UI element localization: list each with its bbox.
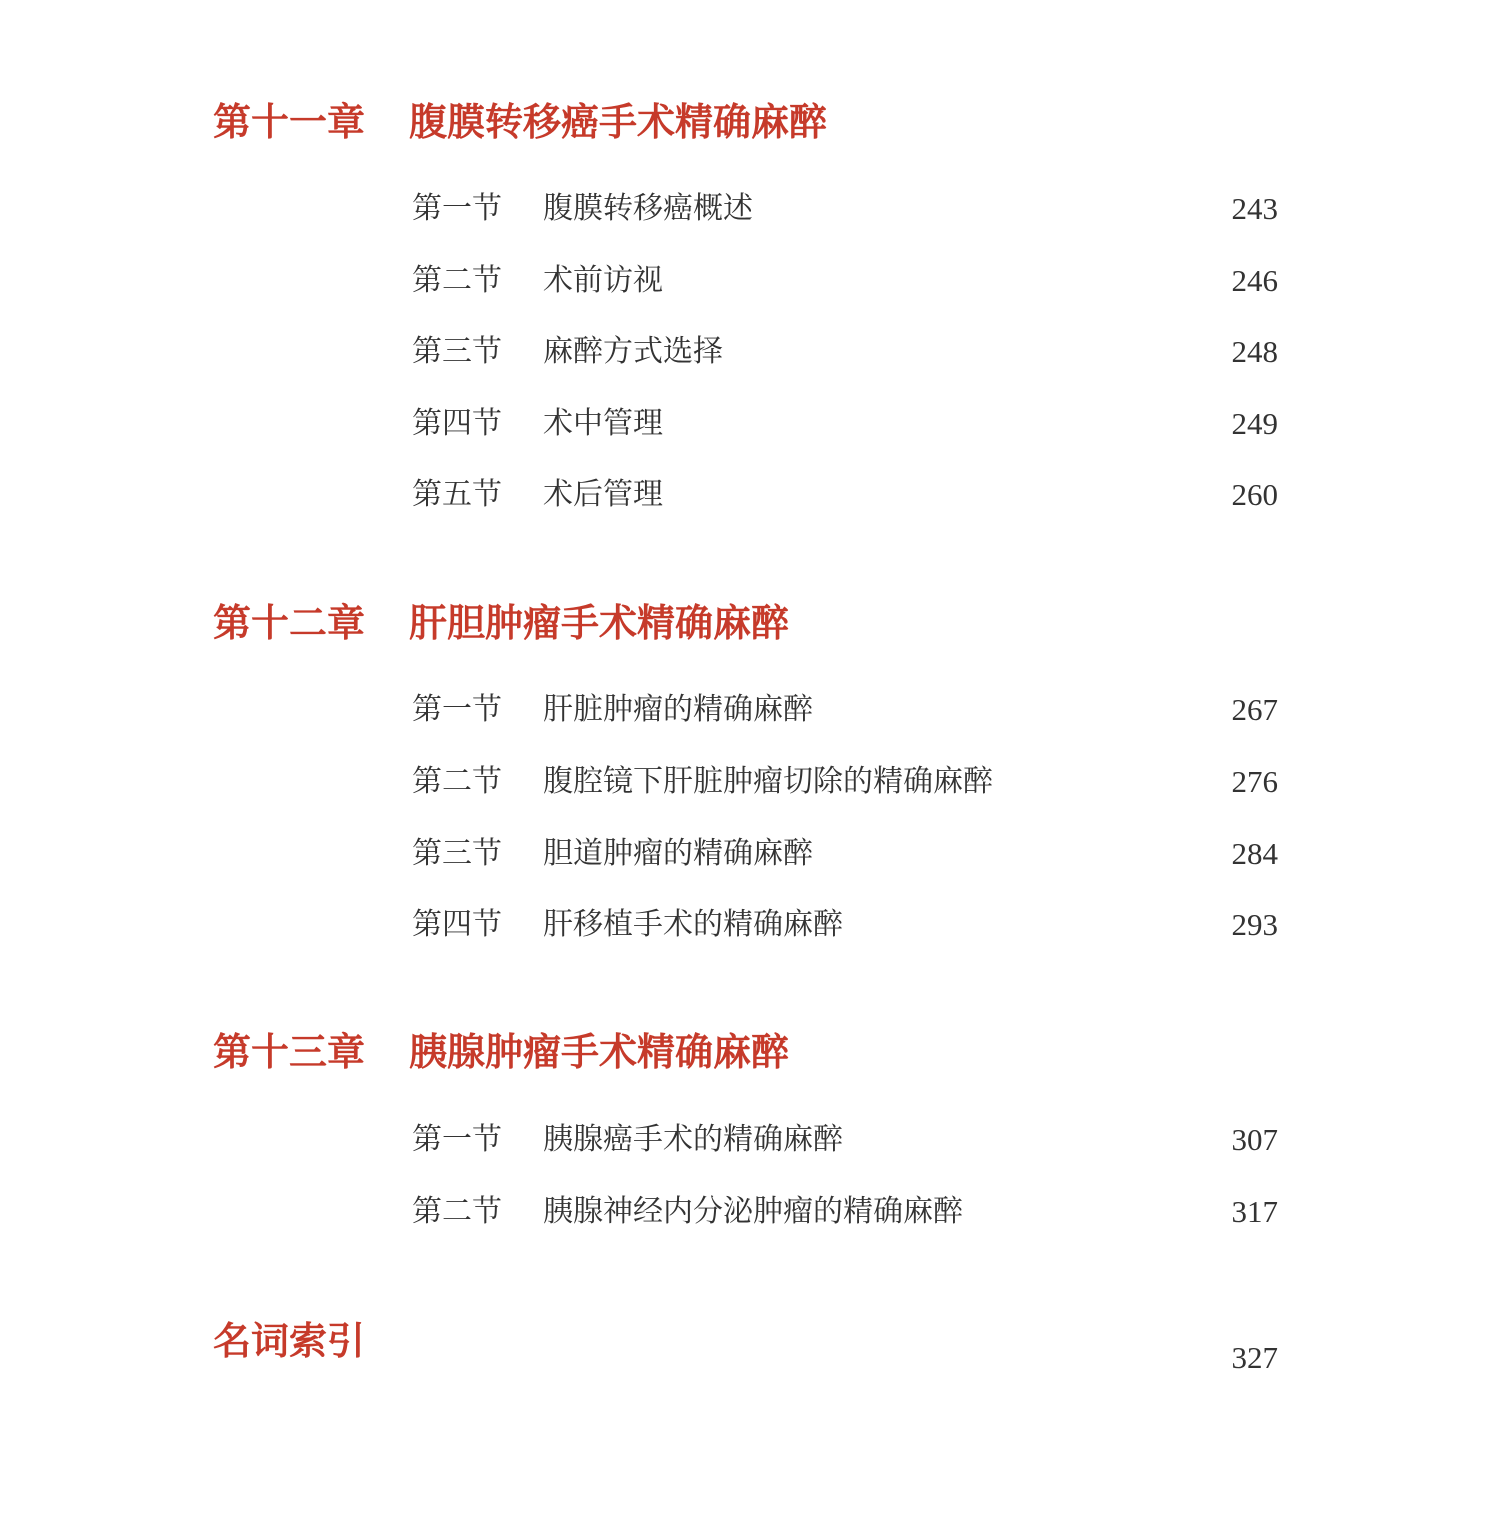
section-label: 第二节 [412,263,502,298]
chapter-heading[interactable] [213,100,827,144]
page-number: 246 [1231,263,1278,298]
chapter-heading[interactable] [213,1030,789,1074]
section-title: 术后管理 [543,477,663,512]
section-title: 术中管理 [543,406,663,441]
toc-entry[interactable] [412,189,1278,229]
chapter-label: 第十三章 [213,1030,366,1074]
chapter-title: 肝胆肿瘤手术精确麻醉 [409,601,790,645]
page-number: 260 [1231,477,1278,512]
toc-entry[interactable] [412,261,1278,301]
section-title: 肝脏肿瘤的精确麻醉 [543,692,813,727]
toc-entry[interactable] [412,762,1278,802]
page-number: 249 [1231,406,1278,441]
section-label: 第五节 [412,477,502,512]
toc-entry[interactable] [412,332,1278,372]
chapter-heading[interactable] [213,601,789,645]
section-label: 第一节 [412,692,502,727]
toc-entry[interactable] [412,404,1278,444]
section-title: 肝移植手术的精确麻醉 [543,907,843,942]
toc-entry[interactable] [412,834,1278,874]
section-label: 第二节 [412,764,502,799]
section-title: 麻醉方式选择 [543,334,723,369]
chapter-title: 胰腺肿瘤手术精确麻醉 [409,1030,790,1074]
page-number: 307 [1231,1122,1278,1157]
page-number: 243 [1231,191,1278,226]
section-title: 胰腺癌手术的精确麻醉 [543,1122,843,1157]
chapter-label: 第十一章 [213,100,366,144]
toc-entry[interactable] [412,1192,1278,1232]
page-number: 317 [1231,1194,1278,1229]
index-heading[interactable] [213,1319,365,1363]
chapter-title: 腹膜转移癌手术精确麻醉 [409,100,828,144]
index-page-number: 327 [1231,1340,1278,1375]
section-label: 第二节 [412,1194,502,1229]
index-title: 名词索引 [213,1319,366,1363]
section-title: 胰腺神经内分泌肿瘤的精确麻醉 [543,1194,963,1229]
section-label: 第三节 [412,334,502,369]
page-number: 276 [1231,764,1278,799]
section-label: 第三节 [412,836,502,871]
toc-entry[interactable] [412,905,1278,945]
section-label: 第四节 [412,907,502,942]
toc-entry[interactable] [412,690,1278,730]
toc-entry[interactable] [412,1120,1278,1160]
toc-entry[interactable] [412,475,1278,515]
section-title: 腹膜转移癌概述 [543,191,753,226]
chapter-label: 第十二章 [213,601,366,645]
section-label: 第一节 [412,1122,502,1157]
section-label: 第一节 [412,191,502,226]
section-title: 腹腔镜下肝脏肿瘤切除的精确麻醉 [543,764,993,799]
page-number: 248 [1231,334,1278,369]
section-label: 第四节 [412,406,502,441]
page-number: 284 [1231,836,1278,871]
page-number: 293 [1231,907,1278,942]
section-title: 术前访视 [543,263,663,298]
section-title: 胆道肿瘤的精确麻醉 [543,836,813,871]
page-number: 267 [1231,692,1278,727]
